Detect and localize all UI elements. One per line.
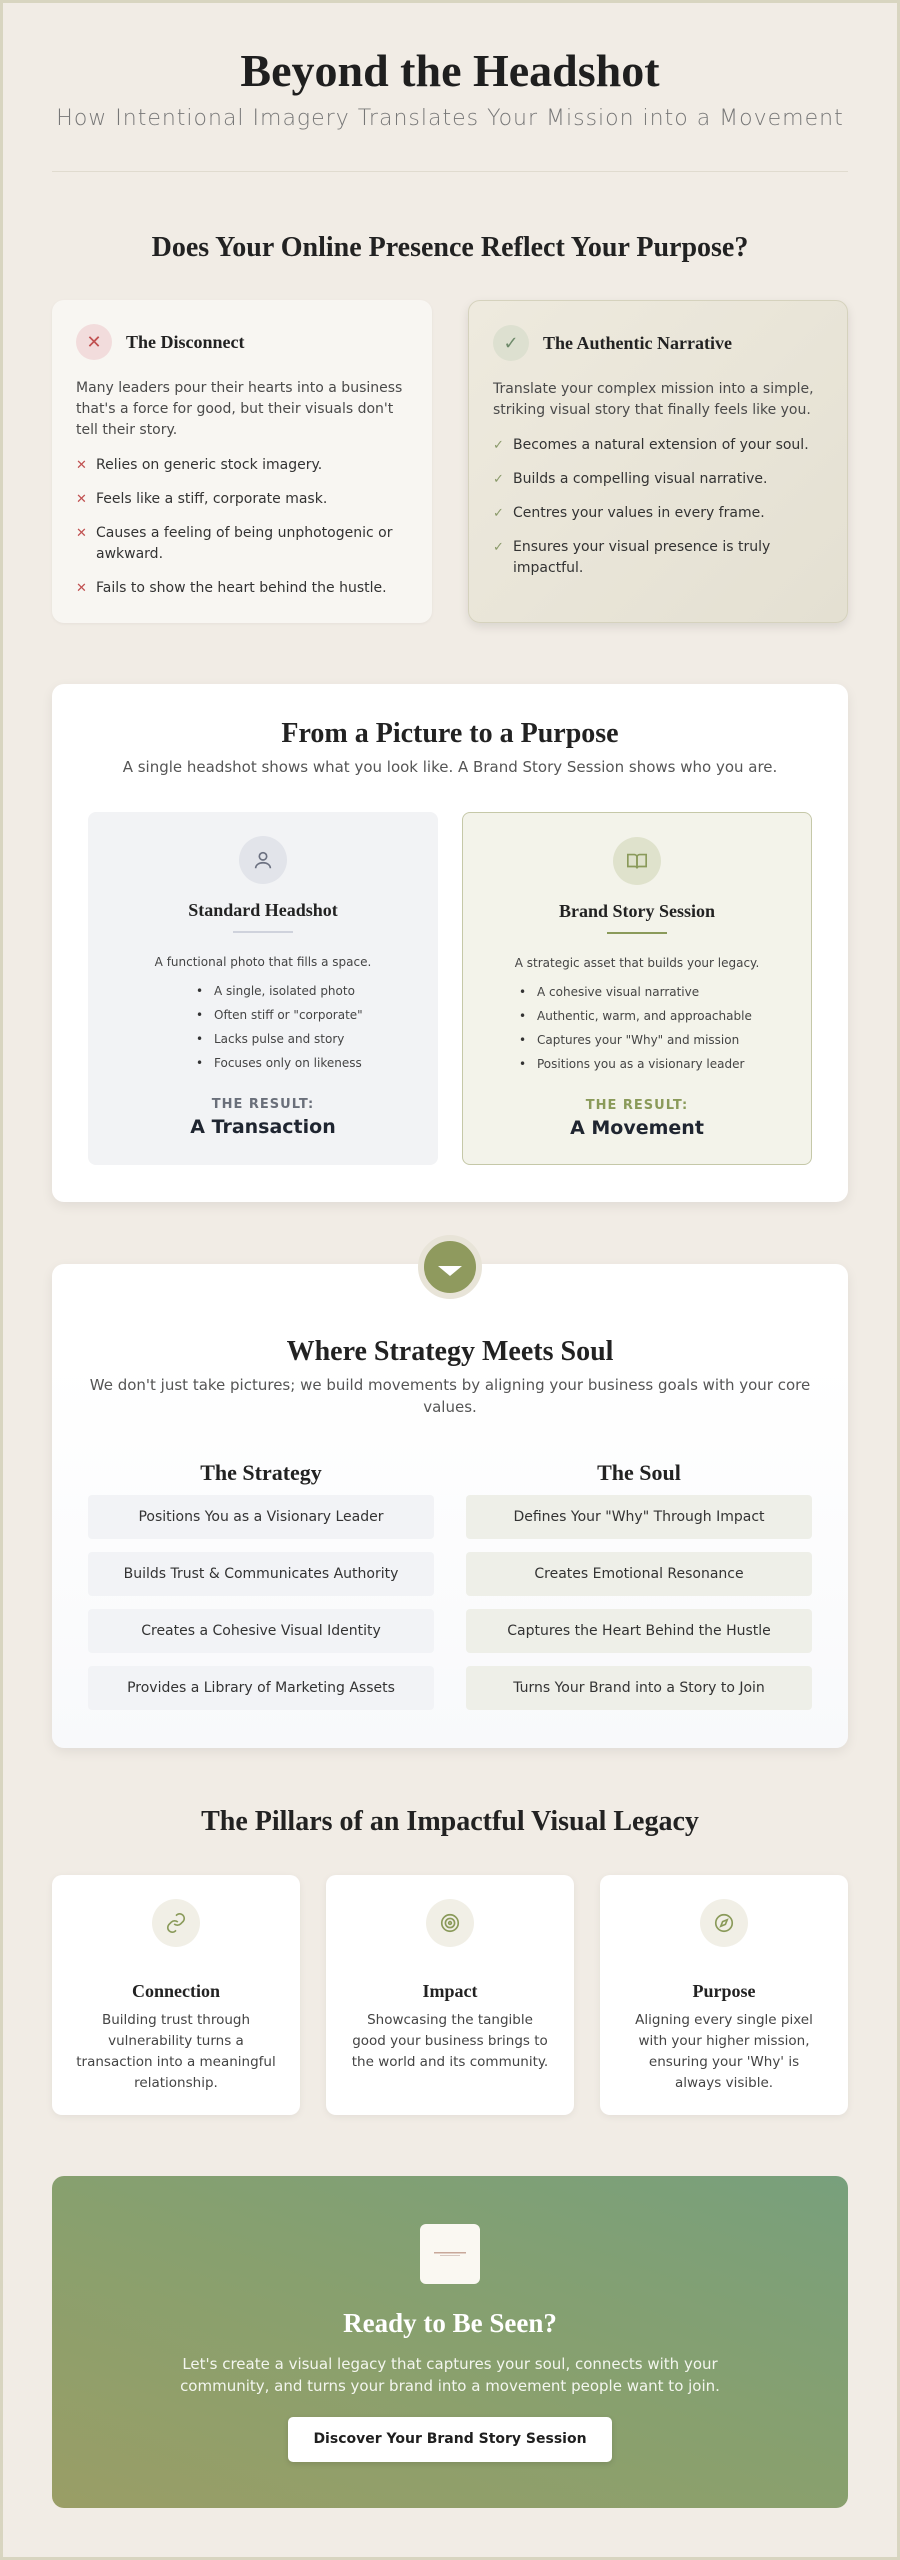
list-item: ✕ Feels like a stiff, corporate mask. (76, 489, 408, 510)
disconnect-description: Many leaders pour their hearts into a business that's a force for good, but their visuals don't tell their story. (76, 380, 403, 438)
list-item: • Positions you as a visionary leader (519, 1056, 811, 1072)
user-icon (239, 836, 287, 884)
divider (233, 931, 293, 933)
pillar-title: Purpose (692, 1981, 756, 2001)
target-icon (426, 1899, 474, 1947)
strategy-item: Positions You as a Visionary Leader (88, 1495, 434, 1539)
picture-purpose-title: From a Picture to a Purpose (281, 718, 619, 749)
picture-purpose-subtitle: A single headshot shows what you look like. A Brand Story Session shows who you are. (122, 758, 778, 776)
standard-headshot-description: A functional photo that fills a space. (154, 955, 372, 969)
check-icon: ✓ (493, 472, 504, 487)
check-icon: ✓ (493, 325, 529, 361)
list-item: ✕ Relies on generic stock imagery. (76, 455, 408, 476)
soul-item: Turns Your Brand into a Story to Join (466, 1666, 812, 1710)
brand-story-description: A strategic asset that builds your legacy. (514, 956, 760, 970)
disconnect-card (52, 300, 432, 623)
divider (607, 932, 667, 934)
picture-purpose-panel (52, 684, 848, 1202)
authentic-title: The Authentic Narrative (543, 332, 732, 353)
list-item: • Captures your "Why" and mission (519, 1032, 811, 1048)
cta-section (52, 2176, 848, 2508)
result-value: A Movement (570, 1117, 704, 1139)
strategy-item: Creates a Cohesive Visual Identity (88, 1609, 434, 1653)
pillar-title: Connection (131, 1981, 220, 2001)
pillar-description: Aligning every single pixel with your higher mission, ensuring your 'Why' is always visible. (635, 2012, 813, 2091)
disconnect-title: The Disconnect (126, 331, 245, 352)
result-value: A Transaction (190, 1116, 336, 1138)
list-item: ✕ Causes a feeling of being unphotogenic or awkward. (76, 523, 408, 565)
list-item: • Lacks pulse and story (196, 1031, 438, 1047)
result-label: THE RESULT: (211, 1097, 315, 1112)
list-item: • Focuses only on likeness (196, 1055, 438, 1071)
book-icon (613, 837, 661, 885)
presence-section-title: Does Your Online Presence Reflect Your Purpose? (151, 232, 749, 263)
list-item: ✓ Builds a compelling visual narrative. (493, 469, 823, 490)
pillar-card-purpose (600, 1875, 848, 2115)
strategy-soul-title: Where Strategy Meets Soul (286, 1336, 614, 1367)
list-item: • Authentic, warm, and approachable (519, 1008, 811, 1024)
list-item: ✓ Ensures your visual presence is truly impactful. (493, 537, 823, 579)
standard-headshot-card (88, 812, 438, 1165)
cta-description: Let's create a visual legacy that captures your soul, connects with your community, and turns your brand into a movement people want to join. (180, 2355, 720, 2395)
authentic-description: Translate your complex mission into a simple, striking visual story that finally feels like you. (493, 381, 814, 418)
standard-headshot-title: Standard Headshot (188, 900, 338, 920)
soul-column-title: The Soul (597, 1460, 681, 1485)
soul-item: Creates Emotional Resonance (466, 1552, 812, 1596)
compass-icon (700, 1899, 748, 1947)
cta-title: Ready to Be Seen? (343, 2308, 557, 2338)
discover-session-button[interactable]: Discover Your Brand Story Session (288, 2417, 612, 2462)
close-icon: ✕ (76, 324, 112, 360)
list-item: • A single, isolated photo (196, 983, 438, 999)
list-item: ✕ Fails to show the heart behind the hustle. (76, 578, 408, 599)
x-icon: ✕ (76, 581, 87, 596)
check-icon: ✓ (493, 506, 504, 521)
pillar-description: Showcasing the tangible good your business brings to the world and its community. (351, 2012, 549, 2070)
check-icon: ✓ (493, 438, 504, 453)
list-item: ✓ Becomes a natural extension of your soul. (493, 435, 823, 456)
pillar-card-impact (326, 1875, 574, 2115)
result-label: THE RESULT: (585, 1098, 689, 1113)
soul-item: Defines Your "Why" Through Impact (466, 1495, 812, 1539)
strategy-item: Builds Trust & Communicates Authority (88, 1552, 434, 1596)
brand-logo (420, 2224, 480, 2284)
pillar-description: Building trust through vulnerability turns a transaction into a meaningful relationship. (76, 2012, 276, 2091)
list-item: • Often stiff or "corporate" (196, 1007, 438, 1023)
strategy-column-title: The Strategy (200, 1460, 322, 1485)
x-icon: ✕ (76, 492, 87, 507)
page-title: Beyond the Headshot (240, 45, 660, 96)
brand-story-card (462, 812, 812, 1165)
list-item: • A cohesive visual narrative (519, 984, 811, 1000)
pillar-title: Impact (422, 1981, 478, 2001)
authentic-card (468, 300, 848, 623)
strategy-soul-panel (52, 1264, 848, 1748)
soul-item: Captures the Heart Behind the Hustle (466, 1609, 812, 1653)
brand-story-title: Brand Story Session (558, 901, 716, 921)
page-subtitle: How Intentional Imagery Translates Your Mission into a Movement (56, 106, 844, 131)
header-divider (52, 171, 848, 172)
pillars-section-title: The Pillars of an Impactful Visual Legacy (201, 1806, 699, 1837)
strategy-item: Provides a Library of Marketing Assets (88, 1666, 434, 1710)
strategy-soul-subtitle: We don't just take pictures; we build movements by aligning your business goals with your core values. (89, 1376, 811, 1416)
link-icon (152, 1899, 200, 1947)
chevron-badge-icon (418, 1235, 482, 1299)
x-icon: ✕ (76, 526, 87, 541)
pillar-card-connection (52, 1875, 300, 2115)
x-icon: ✕ (76, 458, 87, 473)
check-icon: ✓ (493, 540, 504, 555)
list-item: ✓ Centres your values in every frame. (493, 503, 823, 524)
